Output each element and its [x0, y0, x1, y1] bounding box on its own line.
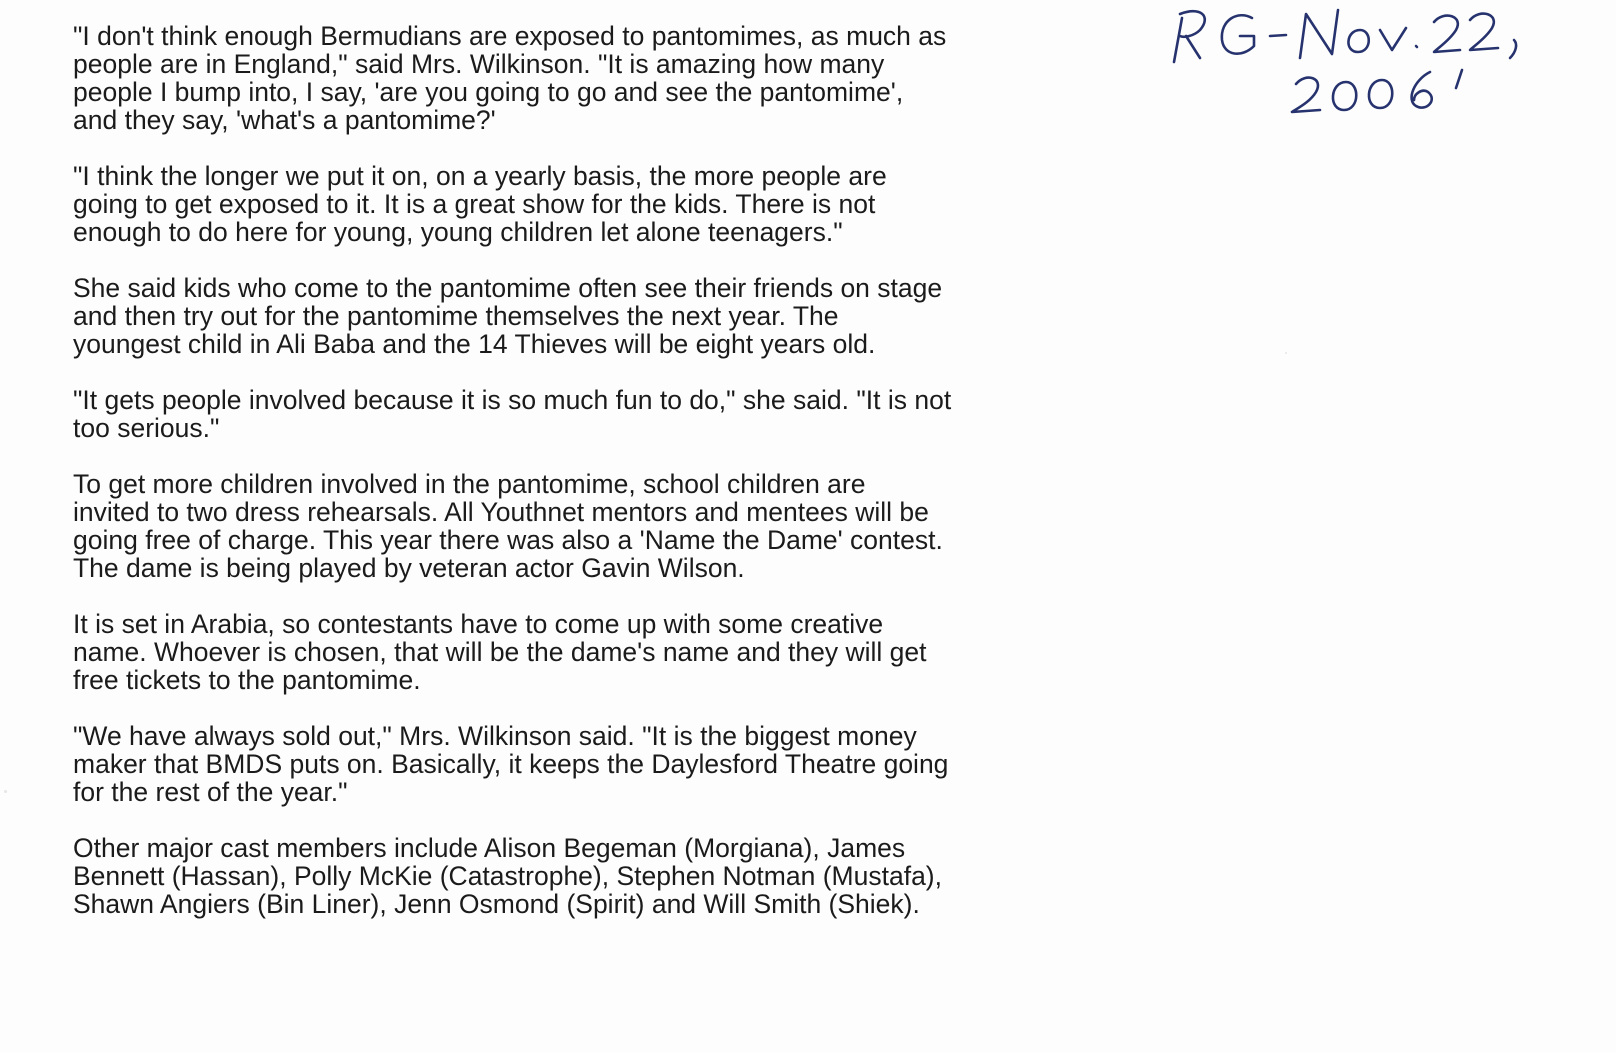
- text-line: and then try out for the pantomime themselves the next year. The: [73, 301, 839, 331]
- paragraph-8: [73, 834, 1063, 918]
- text-line: too serious.": [73, 413, 220, 443]
- text-line: The dame is being played by veteran actor Gavin Wilson.: [73, 553, 745, 583]
- paragraph-5: [73, 470, 1063, 582]
- paragraph-2: [73, 162, 1063, 246]
- text-line: youngest child in Ali Baba and the 14 Thieves will be eight years old.: [73, 329, 876, 359]
- handwriting-drawing: [1160, 0, 1590, 130]
- paragraph-7: [73, 722, 1063, 806]
- text-line: It is set in Arabia, so contestants have to come up with some creative: [73, 609, 884, 639]
- text-line: Bennett (Hassan), Polly McKie (Catastrophe), Stephen Notman (Mustafa),: [73, 861, 942, 891]
- text-line: "It gets people involved because it is so much fun to do," she said. "It is not: [73, 385, 952, 415]
- handwritten-date-annotation: [1160, 0, 1590, 130]
- text-line: She said kids who come to the pantomime often see their friends on stage: [73, 273, 943, 303]
- text-line: going to get exposed to it. It is a great show for the kids. There is not: [73, 189, 876, 219]
- scan-speck: [4, 790, 7, 793]
- text-line: Other major cast members include Alison Begeman (Morgiana), James: [73, 833, 906, 863]
- text-line: and they say, 'what's a pantomime?': [73, 105, 496, 135]
- paragraph-6: [73, 610, 1063, 694]
- text-line: "I think the longer we put it on, on a yearly basis, the more people are: [73, 161, 887, 191]
- text-line: enough to do here for young, young children let alone teenagers.": [73, 217, 843, 247]
- text-line: for the rest of the year.": [73, 777, 348, 807]
- article-body: [73, 22, 1063, 946]
- text-line: maker that BMDS puts on. Basically, it keeps the Daylesford Theatre going: [73, 749, 949, 779]
- paragraph-4: [73, 386, 1063, 442]
- text-line: To get more children involved in the pantomime, school children are: [73, 469, 866, 499]
- paragraph-1: [73, 22, 1063, 134]
- paragraph-3: [73, 274, 1063, 358]
- text-line: people are in England," said Mrs. Wilkinson. "It is amazing how many: [73, 49, 885, 79]
- text-line: name. Whoever is chosen, that will be the dame's name and they will get: [73, 637, 927, 667]
- text-line: going free of charge. This year there was also a 'Name the Dame' contest.: [73, 525, 943, 555]
- scan-speck: [1285, 352, 1287, 354]
- text-line: Shawn Angiers (Bin Liner), Jenn Osmond (Spirit) and Will Smith (Shiek).: [73, 889, 920, 919]
- text-line: free tickets to the pantomime.: [73, 665, 421, 695]
- text-line: invited to two dress rehearsals. All Youthnet mentors and mentees will be: [73, 497, 929, 527]
- text-line: "We have always sold out," Mrs. Wilkinson said. "It is the biggest money: [73, 721, 917, 751]
- text-line: people I bump into, I say, 'are you going to go and see the pantomime',: [73, 77, 904, 107]
- text-line: "I don't think enough Bermudians are exposed to pantomimes, as much as: [73, 21, 947, 51]
